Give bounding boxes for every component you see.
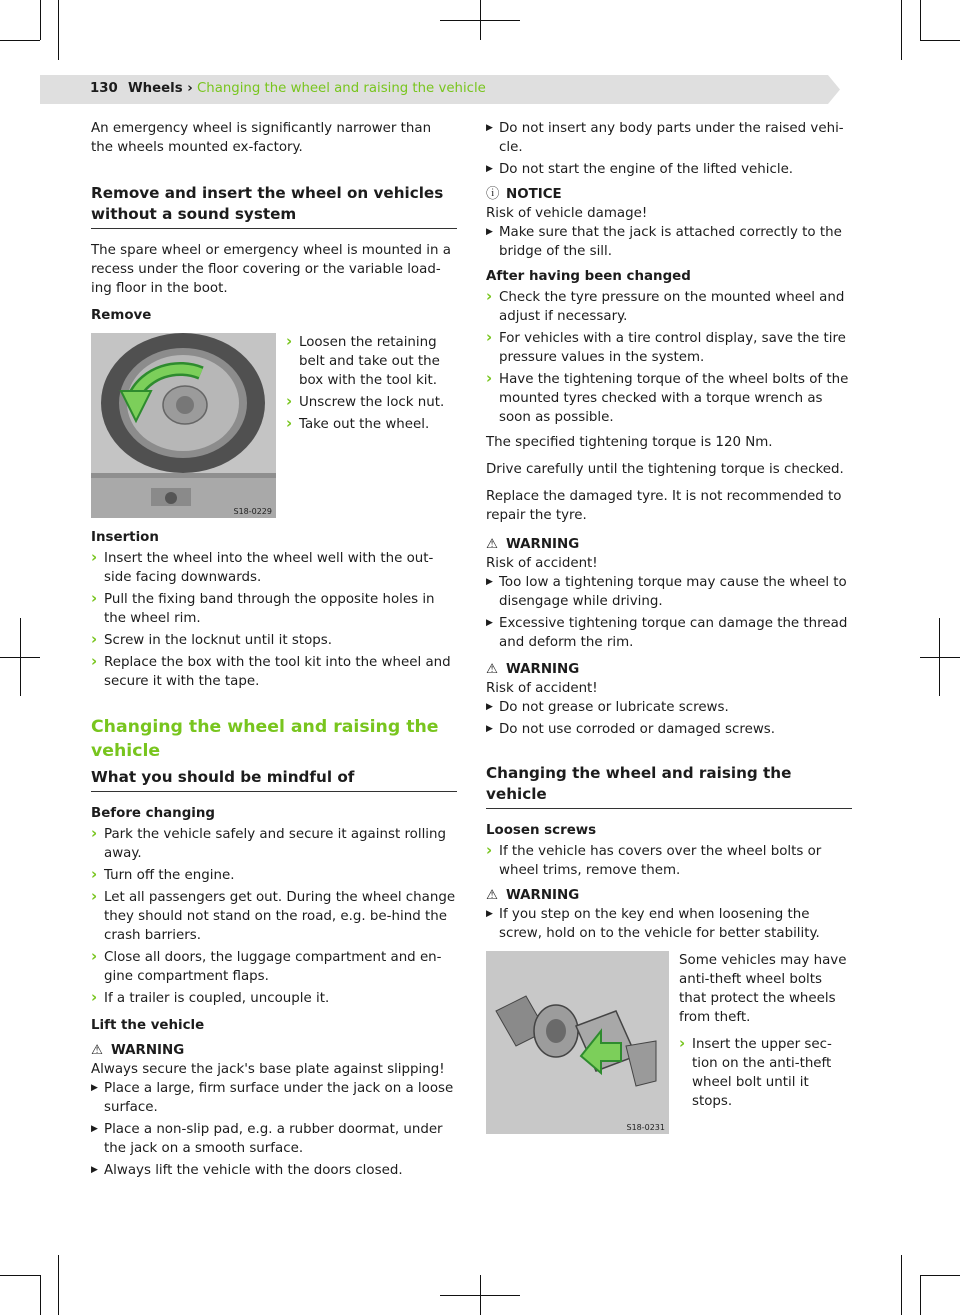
notice-title [486, 185, 852, 204]
list-item: › Close all doors, the luggage compartment and en-gine compartment flaps. [91, 948, 457, 986]
warning-icon: ⚠ [91, 1043, 104, 1058]
list-item: ▶ Do not insert any body parts under the raised vehi-cle. [486, 119, 852, 157]
anti-theft-steps [679, 1035, 852, 1111]
list-item: ▶ Do not grease or lubricate screws. [486, 698, 852, 717]
figure-code: S18-0229 [233, 507, 272, 516]
crop-mark [920, 0, 921, 40]
after-steps [486, 288, 852, 427]
anti-theft-text-block [679, 951, 852, 1134]
notice-text: Risk of vehicle damage! [486, 206, 648, 221]
list-item: › Unscrew the lock nut. [286, 393, 457, 412]
warning-title [486, 660, 852, 679]
warning-icon: ⚠ [486, 662, 499, 677]
warning-title [486, 535, 852, 554]
loosen-steps [486, 842, 852, 880]
crop-mark [440, 1295, 520, 1296]
crop-mark [901, 1255, 902, 1315]
list-item: › Insert the wheel into the wheel well with the out-side facing downwards. [91, 549, 457, 587]
info-icon: ⓘ [486, 187, 500, 202]
right-column [486, 119, 852, 1144]
list-item: ▶ Place a large, firm surface under the jack on a loose surface. [91, 1079, 457, 1117]
figure-code: S18-0231 [626, 1123, 665, 1132]
page-number: 130 [90, 81, 118, 96]
crop-mark [920, 1275, 960, 1276]
list-item: ▶ Place a non-slip pad, e.g. a rubber doormat, under the jack on a smooth surface. [91, 1120, 457, 1158]
warning-items [486, 905, 852, 943]
list-item: › Insert the upper sec-tion on the anti-theft wheel bolt until it stops. [679, 1035, 852, 1111]
list-item: › For vehicles with a tire control display, save the tire pressure values in the system. [486, 329, 852, 367]
drive-text: Drive carefully until the tightening torque is checked. [486, 462, 844, 477]
warning-title-text: WARNING [111, 1043, 185, 1058]
spare-wheel-text: The spare wheel or emergency wheel is mounted in a recess under the floor covering or the variable load-ing floor in the boot. [91, 243, 451, 296]
breadcrumb [90, 81, 486, 96]
crop-mark [901, 0, 902, 60]
warning-text: Risk of accident! [486, 681, 598, 696]
crop-mark [920, 40, 960, 41]
warning-title [91, 1041, 457, 1060]
anti-theft-bolt-illustration [486, 951, 669, 1134]
warning-title-text: WARNING [506, 662, 580, 677]
breadcrumb-subsection: Changing the wheel and raising the vehicle [197, 81, 486, 96]
spare-wheel-figure [91, 333, 276, 518]
crop-mark [920, 657, 960, 658]
heading-mindful: What you should be mindful of [91, 767, 457, 792]
remove-steps [286, 333, 457, 518]
crop-mark [58, 1255, 59, 1315]
replace-text: Replace the damaged tyre. It is not recommended to repair the tyre. [486, 489, 842, 523]
warning-text: Risk of accident! [486, 556, 598, 571]
warning-title-text: WARNING [506, 888, 580, 903]
insertion-label: Insertion [91, 530, 159, 545]
anti-theft-text: Some vehicles may have anti-theft wheel bolts that protect the wheels from theft. [679, 953, 847, 1025]
after-label: After having been changed [486, 269, 691, 284]
crop-mark [0, 40, 40, 41]
heading-remove-insert: Remove and insert the wheel on vehicles without a sound system [91, 183, 457, 229]
crop-mark [920, 1275, 921, 1315]
list-item: ▶ Excessive tightening torque can damage the thread and deform the rim. [486, 614, 852, 652]
insertion-steps [91, 549, 457, 691]
list-item: ▶ Do not start the engine of the lifted vehicle. [486, 160, 852, 179]
warning-items [486, 698, 852, 739]
list-item: › Loosen the retaining belt and take out the box with the tool kit. [286, 333, 457, 390]
breadcrumb-section: Wheels › [128, 81, 193, 96]
remove-label: Remove [91, 308, 152, 323]
list-item: › If a trailer is coupled, uncouple it. [91, 989, 457, 1008]
list-item: › Screw in the locknut until it stops. [91, 631, 457, 650]
notice-title-text: NOTICE [506, 187, 562, 202]
list-item: ▶ Too low a tightening torque may cause the wheel to disengage while driving. [486, 573, 852, 611]
warning-title [486, 886, 852, 905]
list-item: › Turn off the engine. [91, 866, 457, 885]
list-item: ▶ Always lift the vehicle with the doors closed. [91, 1161, 457, 1180]
spare-wheel-illustration [91, 333, 276, 518]
warning-items [91, 1079, 457, 1180]
before-changing-label: Before changing [91, 806, 215, 821]
warning-icon: ⚠ [486, 888, 499, 903]
torque-text: The specified tightening torque is 120 Nm. [486, 435, 773, 450]
left-column [91, 119, 457, 1183]
anti-theft-bolt-figure [486, 951, 669, 1134]
crop-mark [58, 0, 59, 60]
loosen-label: Loosen screws [486, 823, 597, 838]
top-items [486, 119, 852, 179]
intro-text: An emergency wheel is significantly narrower than the wheels mounted ex-factory. [91, 121, 432, 155]
heading-changing: Changing the wheel and raising the vehicle [486, 763, 852, 809]
list-item: ▶ Make sure that the jack is attached correctly to the bridge of the sill. [486, 223, 852, 261]
warning-title-text: WARNING [506, 537, 580, 552]
list-item: › Have the tightening torque of the wheel bolts of the mounted tyres checked with a torque wrench as soon as possible. [486, 370, 852, 427]
list-item: › If the vehicle has covers over the wheel bolts or wheel trims, remove them. [486, 842, 852, 880]
before-steps [91, 825, 457, 1008]
warning-items [486, 573, 852, 652]
list-item: › Check the tyre pressure on the mounted wheel and adjust if necessary. [486, 288, 852, 326]
crop-mark [0, 657, 40, 658]
list-item: › Pull the fixing band through the opposite holes in the wheel rim. [91, 590, 457, 628]
crop-mark [40, 1275, 41, 1315]
remove-figure-row [91, 333, 457, 518]
list-item: › Park the vehicle safely and secure it against rolling away. [91, 825, 457, 863]
crop-mark [40, 0, 41, 40]
list-item: › Let all passengers get out. During the wheel change they should not stand on the road, e.g. be-hind the crash barriers. [91, 888, 457, 945]
lift-label: Lift the vehicle [91, 1018, 205, 1033]
crop-mark [440, 20, 520, 21]
warning-text: Always secure the jack's base plate against slipping! [91, 1062, 445, 1077]
anti-theft-figure-row [486, 951, 852, 1134]
main-section-heading: Changing the wheel and raising the vehicle [91, 717, 439, 761]
list-item: › Replace the box with the tool kit into the wheel and secure it with the tape. [91, 653, 457, 691]
warning-icon: ⚠ [486, 537, 499, 552]
list-item: ▶ Do not use corroded or damaged screws. [486, 720, 852, 739]
list-item: ▶ If you step on the key end when loosening the screw, hold on to the vehicle for better stability. [486, 905, 852, 943]
list-item: › Take out the wheel. [286, 415, 457, 434]
notice-items [486, 223, 852, 261]
crop-mark [0, 1275, 40, 1276]
